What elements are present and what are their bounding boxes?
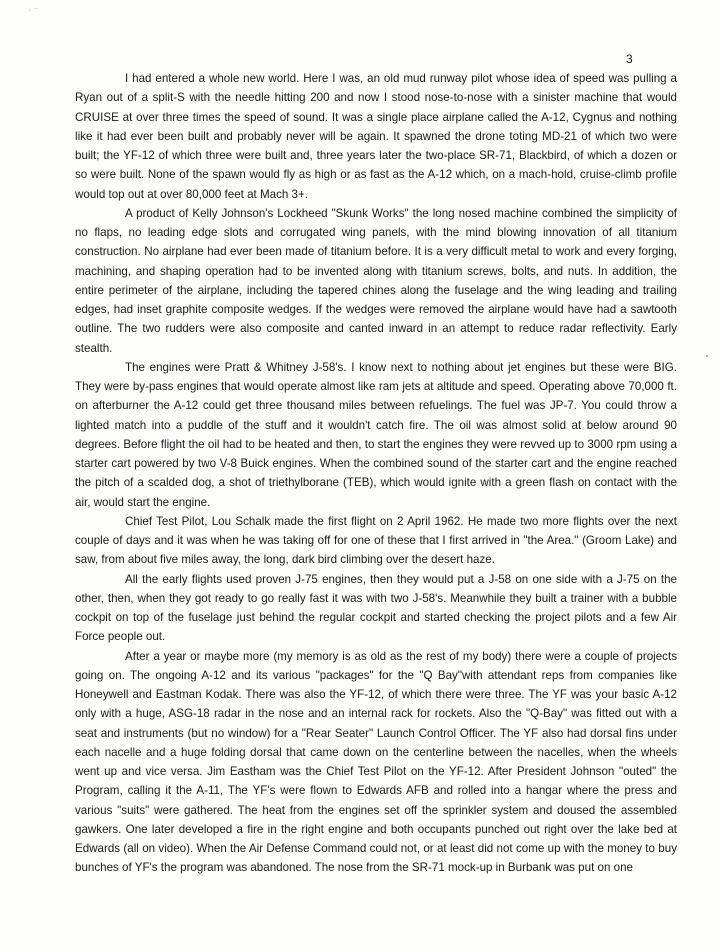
body-text [75,69,677,878]
paragraph: All the early flights used proven J-75 engines, then they would put a J-58 on one side with a J-75 on the other, then, when they got ready to go really fast it was with two J-58's. Meanwhile they built a trainer with a bubble cockpit on top of the fuselage just behind the regular cockpit and started checking the project pilots and a few Air Force people out. [75,572,677,644]
scan-artifact: · ⁻ [28,6,39,16]
paragraph: I had entered a whole new world. Here I was, an old mud runway pilot whose idea of speed was pulling a Ryan out of a split-S with the needle hitting 200 and now I stood nose-to-nose with a sinister machine that would CRUISE at over three times the speed of sound. It was a single place airplane called the A-12, Cygnus and nothing like it had ever been built and probably never will be again. It spawned the drone toting MD-21 of which two were built; the YF-12 of which three were built and, three years later the two-place SR-71, Blackbird, of which a dozen or so were built. None of the spawn would fly as high or as fast as the A-12 which, on a mach-hold, cruise-climb profile would top out at over 80,000 feet at Mach 3+. [75,72,677,201]
paragraph: Chief Test Pilot, Lou Schalk made the first flight on 2 April 1962. He made two more flights over the next couple of days and it was when he was taking off for one of these that I first arrived in "the Area." (Groom Lake) and saw, from about five miles away, the long, dark bird climbing over the desert haze. [75,514,677,567]
paragraph: After a year or maybe more (my memory is as old as the rest of my body) there were a couple of projects going on. The ongoing A-12 and its various "packages" for the "Q Bay"with attendant reps from companies like Honeywell and Eastman Kodak. There was also the YF-12, of which there were three. The YF was your basic A-12 only with a huge, ASG-18 radar in the nose and an internal rack for rockets. Also the "Q-Bay" was fitted out with a seat and instruments (but no window) for a "Rear Seater" Launch Control Officer. The YF also had dorsal fins under each nacelle and a huge folding dorsal that came down on the centerline between the nacelles, when the wheels went up and vice versa. Jim Eastham was the Chief Test Pilot on the YF-12. After President Johnson "outed" the Program, calling it the A-11, The YF's were flown to Edwards AFB and rolled into a hangar where the press and various "suits" were gathered. The heat from the engines set off the sprinkler system and doused the assembled gawkers. One later developed a fire in the right engine and both occupants punched out right over the lake bed at Edwards (all on video). When the Air Defense Command could not, or at least did not come up with the money to buy bunches of YF's the program was abandoned. The nose from the SR-71 mock-up in Burbank was put on one [75,649,677,875]
scan-speck [706,355,708,357]
page-number: 3 [626,52,633,66]
paragraph: The engines were Pratt & Whitney J-58's. I know next to nothing about jet engines but these were BIG. They were by-pass engines that would operate almost like ram jets at altitude and speed. Operating above 70,000 ft. on afterburner the A-12 could get three thousand miles between refuelings. The fuel was JP-7. You could throw a lighted match into a puddle of the stuff and it wouldn't catch fire. The oil was almost solid at below around 90 degrees. Before flight the oil had to be heated and then, to start the engines they were revved up to 3000 rpm using a starter cart powered by two V-8 Buick engines. When the combined sound of the starter cart and the engine reached the pitch of a scalded dog, a shot of triethylborane (TEB), which would ignite with a green flash on contact with the air, would start the engine. [75,360,677,509]
paragraph: A product of Kelly Johnson's Lockheed "Skunk Works" the long nosed machine combined the simplicity of no flaps, no leading edge slots and corrugated wing panels, with the mind blowing innovation of all titanium construction. No airplane had ever been made of titanium before. It is a very difficult metal to work and every forging, machining, and shaping operation had to be invented along with titanium screws, bolts, and nuts. In addition, the entire perimeter of the airplane, including the tapered chines along the fuselage and the wing leading and trailing edges, had inset graphite composite wedges. If the wedges were removed the airplane would have had a sawtooth outline. The two rudders were also composite and canted inward in an attempt to reduce radar reflectivity. Early stealth. [75,206,677,355]
